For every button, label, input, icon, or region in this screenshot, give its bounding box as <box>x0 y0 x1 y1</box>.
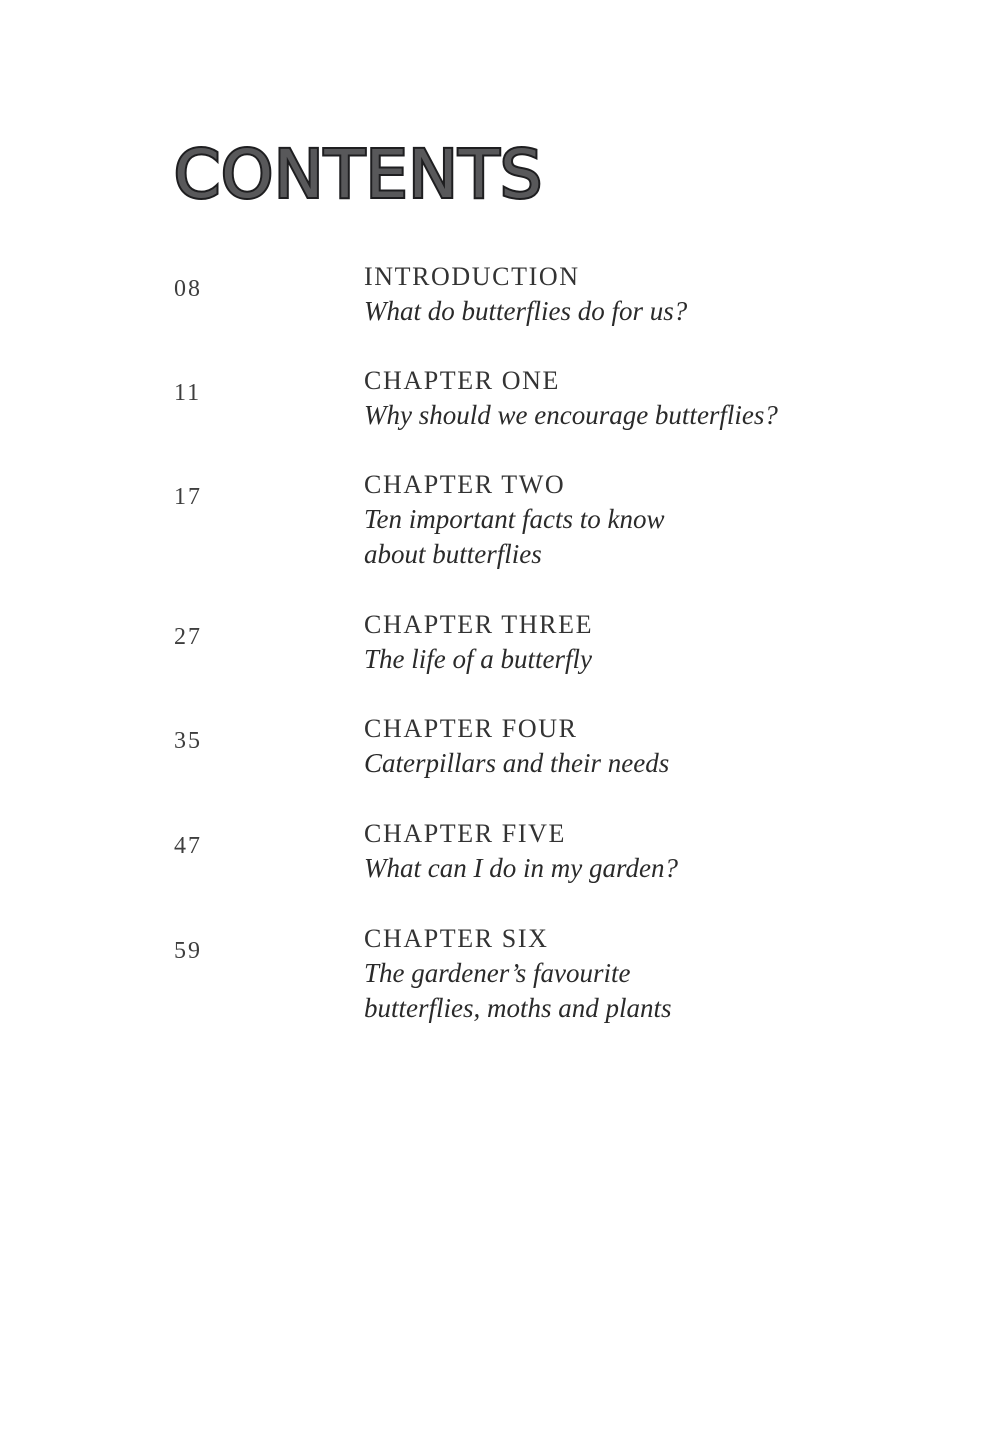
toc-chapter-heading: CHAPTER THREE <box>364 610 594 639</box>
toc-chapter-subtitle: Ten important facts to know about butterflies <box>364 504 665 569</box>
toc-page-number: 11 <box>174 380 202 406</box>
toc-chapter-subtitle: The gardener’s favourite butterflies, moths and plants <box>364 958 672 1023</box>
toc-chapter-heading: CHAPTER FIVE <box>364 819 566 848</box>
toc-page-number: 35 <box>174 728 202 754</box>
toc-page-number: 47 <box>174 833 202 859</box>
page-title: CONTENTS <box>174 136 544 213</box>
toc-chapter-subtitle: Caterpillars and their needs <box>364 748 670 778</box>
toc-page-number: 27 <box>174 624 202 650</box>
toc-page-number: 59 <box>174 938 202 964</box>
toc-chapter-heading: CHAPTER ONE <box>364 366 560 395</box>
toc-page-number: 17 <box>174 484 202 510</box>
toc-chapter-subtitle: Why should we encourage butterflies? <box>364 400 778 430</box>
toc-chapter-heading: CHAPTER FOUR <box>364 714 578 743</box>
toc-chapter-heading: INTRODUCTION <box>364 262 580 291</box>
toc-page-number: 08 <box>174 276 202 302</box>
toc-chapter-subtitle: What do butterflies do for us? <box>364 296 688 326</box>
toc-chapter-heading: CHAPTER SIX <box>364 924 549 953</box>
toc-chapter-subtitle: The life of a butterfly <box>364 644 592 674</box>
toc-chapter-heading: CHAPTER TWO <box>364 470 566 499</box>
toc-chapter-subtitle: What can I do in my garden? <box>364 853 678 883</box>
